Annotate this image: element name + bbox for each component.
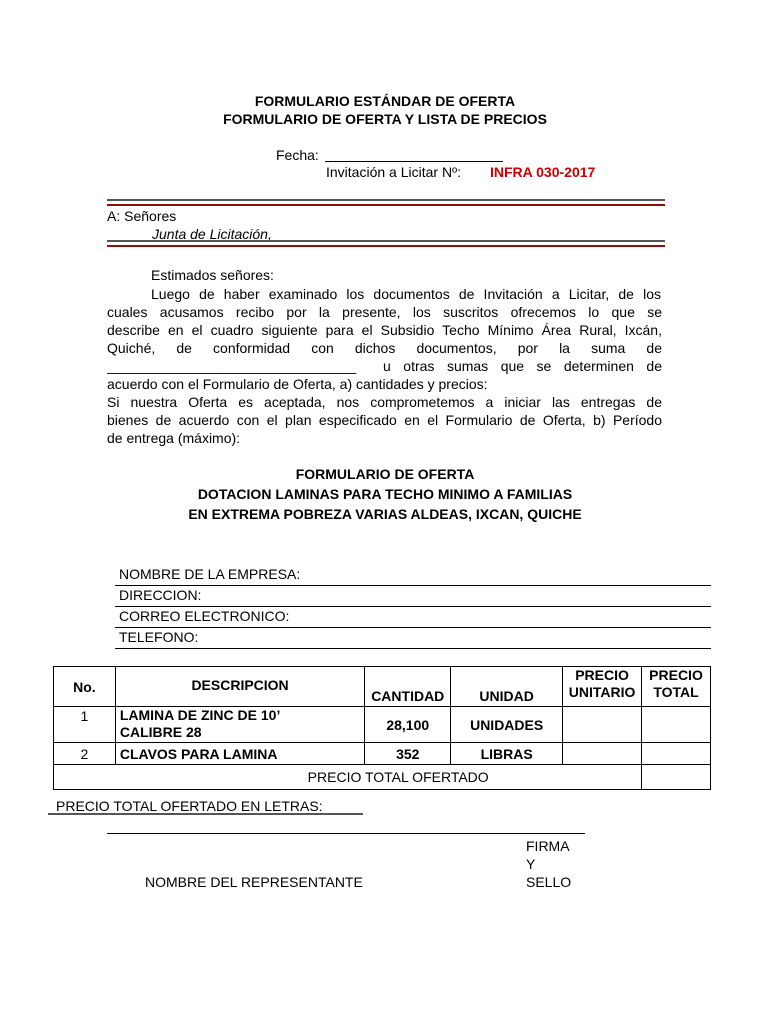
- letter-line: acuerdo con el Formulario de Oferta, a) cantidades y precios:: [107, 376, 488, 392]
- row-description-line: LAMINA DE ZINC DE 10’: [119, 707, 281, 723]
- form-title-line2: FORMULARIO DE OFERTA Y LISTA DE PRECIOS: [223, 111, 547, 127]
- total-price-label: TOTAL: [653, 684, 699, 700]
- letter-line: bienes de acuerdo con el plan especificado en el Formulario de Oferta, b) Período: [107, 412, 662, 428]
- row-unit: UNIDADES: [451, 707, 563, 743]
- signature-line[interactable]: [107, 833, 585, 834]
- row-quantity: 28,100: [365, 707, 451, 743]
- header-rule: [107, 199, 665, 206]
- row-description-line: CALIBRE 28: [119, 724, 202, 740]
- invitacion-label: Invitación a Licitar Nº:: [326, 164, 462, 180]
- letter-line: Quiché, de conformidad con dichos documentos, por la suma de: [107, 340, 662, 356]
- table-row: [54, 707, 711, 743]
- fecha-line: [325, 161, 503, 162]
- to-name: Junta de Licitación,: [152, 226, 272, 242]
- col-header-unit: UNIDAD: [451, 667, 563, 707]
- company-email-label: CORREO ELECTRONICO:: [119, 608, 290, 624]
- col-header-quantity: CANTIDAD: [365, 667, 451, 707]
- table-header-row: [54, 667, 711, 707]
- signature-label: FIRMA: [526, 838, 570, 854]
- col-header-description: DESCRIPCION: [115, 667, 364, 707]
- amount-blank: ________________________________: [107, 358, 357, 374]
- company-phone-label: TELEFONO:: [119, 629, 199, 645]
- company-name-field[interactable]: [115, 565, 711, 586]
- to-label: A: Señores: [107, 208, 177, 224]
- row-quantity: 352: [365, 743, 451, 765]
- row-total-price-cell[interactable]: [642, 707, 711, 743]
- total-in-words-label: PRECIO TOTAL OFERTADO EN LETRAS:: [56, 798, 323, 814]
- row-unit-price-cell[interactable]: [563, 743, 642, 765]
- unit-price-label: PRECIO: [575, 667, 629, 683]
- company-address-label: DIRECCION:: [119, 587, 202, 603]
- row-unit-price-cell[interactable]: [563, 707, 642, 743]
- letter-line: cuales acusamos recibo por la presente, los suscritos ofrecemos lo que se: [107, 304, 662, 320]
- company-name-label: NOMBRE DE LA EMPRESA:: [119, 566, 301, 582]
- offer-form-subtitle: EN EXTREMA POBREZA VARIAS ALDEAS, IXCAN, QUICHE: [188, 506, 582, 522]
- company-fields: [115, 565, 711, 649]
- letter-line: de entrega (máximo):: [107, 430, 241, 446]
- total-price-label: PRECIO: [649, 667, 703, 683]
- row-unit: LIBRAS: [451, 743, 563, 765]
- total-row: [54, 765, 711, 790]
- form-title-line1: FORMULARIO ESTÁNDAR DE OFERTA: [254, 93, 516, 109]
- price-table: [53, 666, 711, 790]
- representative-label: NOMBRE DEL REPRESENTANTE: [145, 874, 363, 890]
- offer-form-subtitle: DOTACION LAMINAS PARA TECHO MINIMO A FAMILIAS: [197, 486, 573, 502]
- company-address-field[interactable]: [115, 586, 711, 607]
- row-description: CLAVOS PARA LAMINA: [115, 743, 364, 765]
- letter-line: u otras sumas que se determinen de: [383, 358, 662, 374]
- fecha-label: Fecha:: [276, 147, 319, 163]
- total-label: PRECIO TOTAL OFERTADO: [115, 765, 641, 790]
- row-no: 2: [54, 743, 116, 765]
- row-no: 1: [54, 707, 116, 743]
- offer-form-title: FORMULARIO DE OFERTA: [295, 466, 475, 482]
- total-in-words-rule: [48, 813, 363, 815]
- grand-total-cell[interactable]: [642, 765, 711, 790]
- invitacion-number: INFRA 030-2017: [490, 164, 596, 180]
- unit-price-label: UNITARIO: [568, 684, 636, 700]
- table-row: [54, 743, 711, 765]
- greeting: Estimados señores:: [151, 267, 274, 283]
- letter-line: describe en el cuadro siguiente para el Subsidio Techo Mínimo Área Rural, Ixcán,: [107, 322, 662, 338]
- company-phone-field[interactable]: [115, 628, 711, 649]
- letter-line: Luego de haber examinado los documentos de Invitación a Licitar, de los: [151, 286, 661, 302]
- row-description: [115, 707, 364, 743]
- col-header-total-price: [642, 667, 711, 707]
- col-header-unit-price: [563, 667, 642, 707]
- letter-line: Si nuestra Oferta es aceptada, nos comprometemos a iniciar las entregas de: [107, 394, 662, 410]
- signature-label: SELLO: [526, 874, 572, 890]
- company-email-field[interactable]: [115, 607, 711, 628]
- signature-label: Y: [526, 856, 536, 872]
- row-total-price-cell[interactable]: [642, 743, 711, 765]
- addressee-rule: [107, 240, 665, 247]
- col-header-no: No.: [54, 667, 116, 707]
